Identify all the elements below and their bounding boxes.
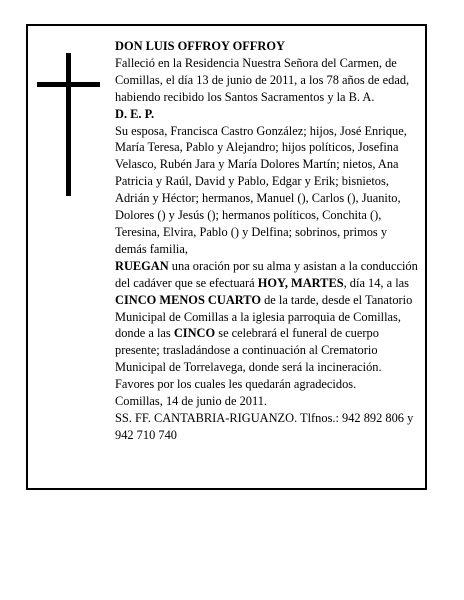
ruegan-label: RUEGAN <box>115 258 169 273</box>
death-notice: Falleció en la Residencia Nuestra Señora del Carmen, de Comillas, el día 13 de junio de 2011, a los 78 años de edad, habiendo recibido los Santos Sacramentos y la B. A. <box>115 55 410 104</box>
cross-icon-bar <box>37 82 100 87</box>
obituary-text <box>115 38 421 444</box>
day-label: HOY, MARTES <box>257 275 344 290</box>
place-date: Comillas, 14 de junio de 2011. <box>115 394 268 409</box>
cross-icon <box>66 53 71 196</box>
deceased-name: DON LUIS OFFROY OFFROY <box>115 39 285 53</box>
time-label: CINCO MENOS CUARTO <box>115 292 261 307</box>
dep-heading: D. E. P. <box>115 106 155 121</box>
family-list: Su esposa, Francisca Castro González; hijos, José Enrique, María Teresa, Pablo y Alejandro; hijos políticos, Josefina Velasco, Rubén Jara y María Dolores Martín; nietos, Ana Patricia y Raúl, David y Pablo, Edgar y Erik; bisnietos, Adrián y Héctor; hermanos, Manuel (), Carlos (), Juanito, Dolores () y Jesús (); hermanos políticos, Conchita (), Teresina, Elvira, Pablo () y Delfina; sobrinos, primos y demás familia, <box>115 123 407 256</box>
funeral-time-label: CINCO <box>173 326 216 341</box>
funeral-home: SS. FF. CANTABRIA-RIGUANZO. Tlfnos.: 942 892 806 y 942 710 740 <box>115 410 414 442</box>
funeral-request: RUEGAN una oración por su alma y asistan a la conducción del cadáver que se efectuará HOY, MARTES, día 14, a las CINCO MENOS CUARTO de la tarde, desde el Tanatorio Municipal de Comillas a la iglesia parroquia de Comillas, donde a las CINCO se celebrará el funeral de cuerpo presente; trasladándose a continuación al Crematorio Municipal de Torrelavega, donde será la incineración. Favores por los cuales les quedarán agradecidos. <box>115 258 418 392</box>
